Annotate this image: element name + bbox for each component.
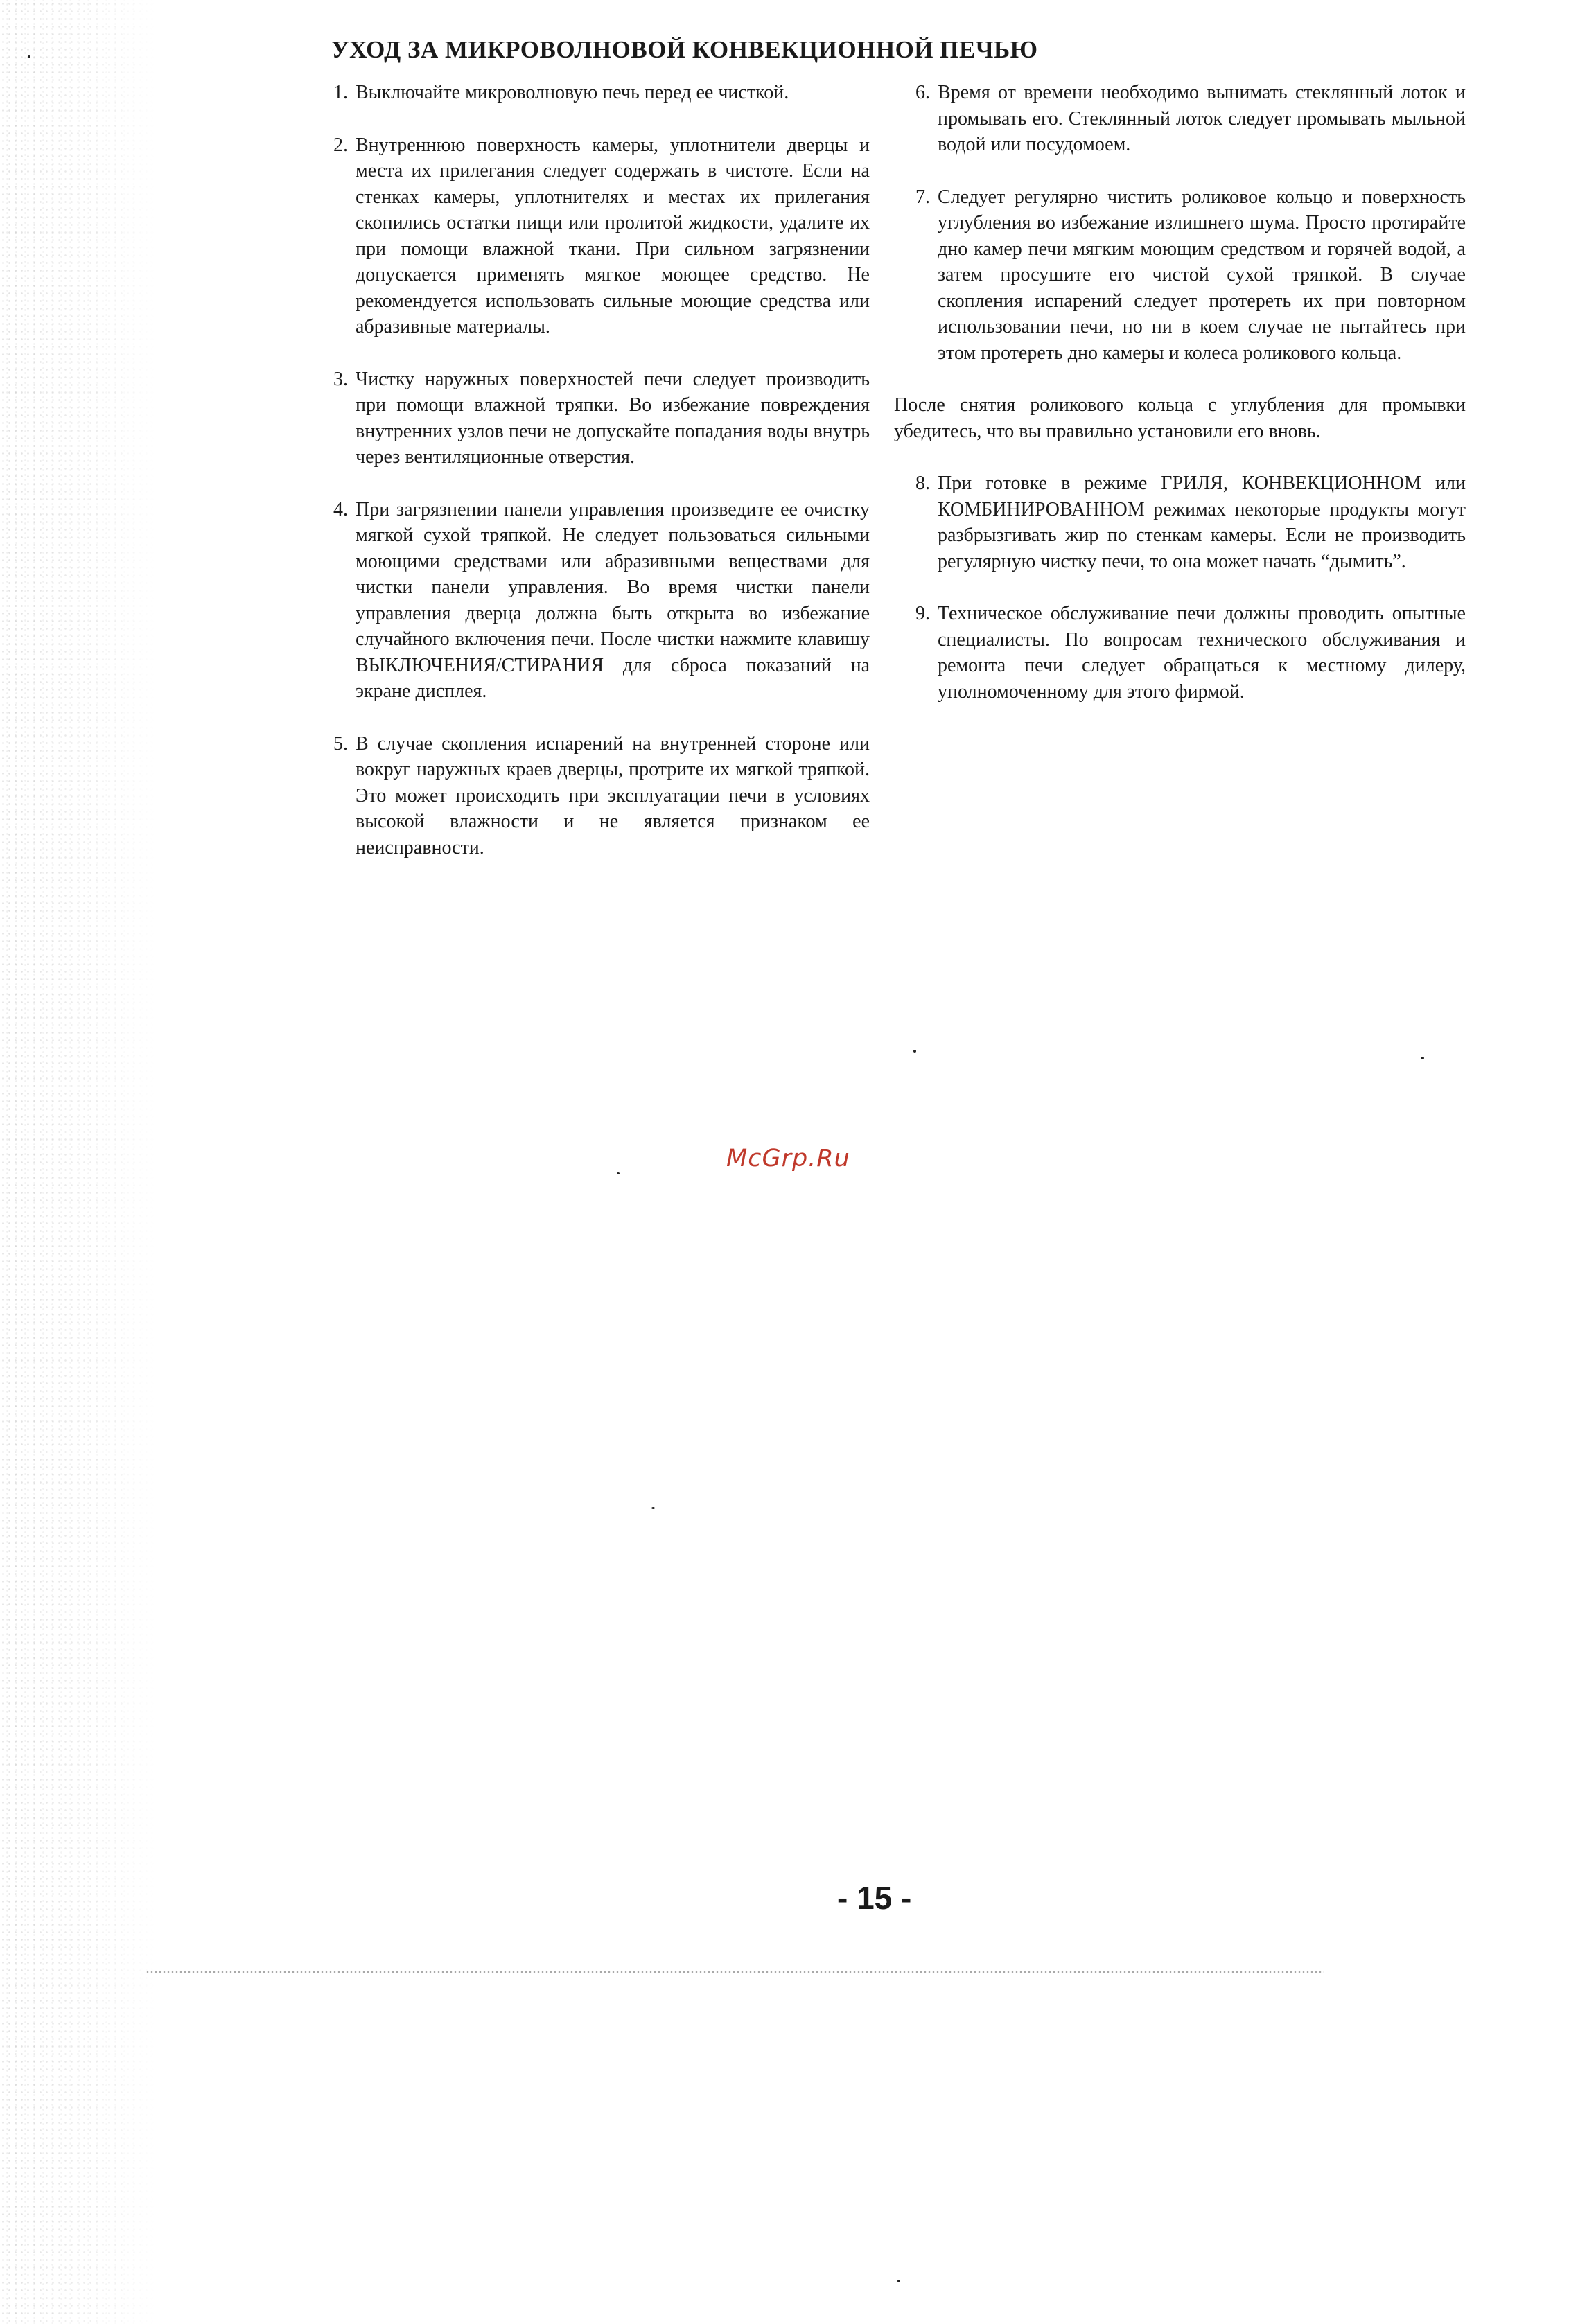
item-text: Выключайте микроволновую печь перед ее чисткой. [356,82,789,103]
right-column [894,80,1466,731]
list-item-8 [894,470,1466,574]
list-item-5 [312,731,870,861]
item-text: При готовке в режиме ГРИЛЯ, КОНВЕКЦИОННОМ или КОМБИНИРОВАННОМ режимах некоторые продукты могут разбрызгивать жир по стенкам камеры. Если не производить регулярную чистку печи, то она может начать “дымить”. [938,473,1466,572]
item-number: 7. [915,186,930,208]
list-item-7 [894,184,1466,367]
item-text: В случае скопления испарений на внутренней стороне или вокруг наружных краев дверцы, протрите их мягкой тряпкой. Это может происходить при эксплуатации печи в условиях высокой влажности и не является признаком ее неисправности. [356,732,870,859]
scan-noise-edge [0,0,159,2324]
list-item-2 [312,132,870,340]
item-number: 2. [333,134,348,156]
list-item-9 [894,601,1466,705]
scan-speck [897,2280,900,2282]
watermark-link[interactable]: McGrp.Ru [726,1145,850,1172]
item-number: 5. [333,732,348,755]
item-number: 8. [915,473,930,494]
item-number: 3. [333,368,348,390]
scan-speck [651,1507,655,1509]
scan-speck [1421,1057,1424,1059]
page-number: - 15 - [837,1880,912,1916]
item-number: 6. [915,82,930,103]
item-text: Чистку наружных поверхностей печи следует производить при помощи влажной тряпки. Во избежание повреждения внутренних узлов печи не допускайте попадания воды внутрь через вентиляционные отверстия. [356,368,870,468]
scan-speck [28,55,30,58]
list-item-6 [894,80,1466,158]
scan-noise-line [146,1971,1324,1973]
roller-ring-note: После снятия роликового кольца с углубления для промывки убедитесь, что вы правильно установили его вновь. [894,394,1466,442]
item-text: Следует регулярно чистить роликовое кольцо и поверхность углубления во избежание излишнего шума. Просто протирайте дно камер печи мягким моющим средством и горячей водой, а затем просушите его чистой сухой тряпкой. В случае скопления испарений следует протереть их при повторном использовании печи, но ни в коем случае не пытайтесь при этом протереть дно камеры и колеса роликового кольца. [938,186,1466,364]
left-column [312,80,870,887]
page-title: УХОД ЗА МИКРОВОЛНОВОЙ КОНВЕКЦИОННОЙ ПЕЧЬЮ [331,36,1038,63]
scan-speck [617,1172,620,1174]
item-text: Время от времени необходимо вынимать стеклянный лоток и промывать его. Стеклянный лоток следует промывать мыльной водой или посудомоем. [938,82,1466,155]
item-text: Внутреннюю поверхность камеры, уплотнители дверцы и места их прилегания следует содержать в чистоте. Если на стенках камеры, уплотнителях и местах их прилегания скопились остатки пищи или пролитой жидкости, удалите их при помощи влажной ткани. При сильном загрязнении допускается применять мягкое моющее средство. Не рекомендуется использовать сильные моющие средства или абразивные материалы. [356,134,870,337]
item-number: 9. [915,603,930,624]
item-text: Техническое обслуживание печи должны проводить опытные специалисты. По вопросам технического обслуживания и ремонта печи следует обращаться к местному дилеру, уполномоченному для этого фирмой. [938,603,1466,703]
item-number: 4. [333,498,348,520]
item-text: При загрязнении панели управления произведите ее очистку мягкой сухой тряпкой. Не следует пользоваться сильными моющими средствами или абразивными веществами для чистки панели управления. Во время чистки панели управления дверца должна быть открыта во избежание случайного включения печи. После чистки нажмите клавишу ВЫКЛЮЧЕНИЯ/СТИРАНИЯ для сброса показаний на экране дисплея. [356,498,870,702]
list-item-4 [312,497,870,705]
scan-speck [913,1050,916,1053]
item-number: 1. [333,82,348,103]
list-item-3 [312,367,870,470]
list-item-1 [312,80,870,106]
